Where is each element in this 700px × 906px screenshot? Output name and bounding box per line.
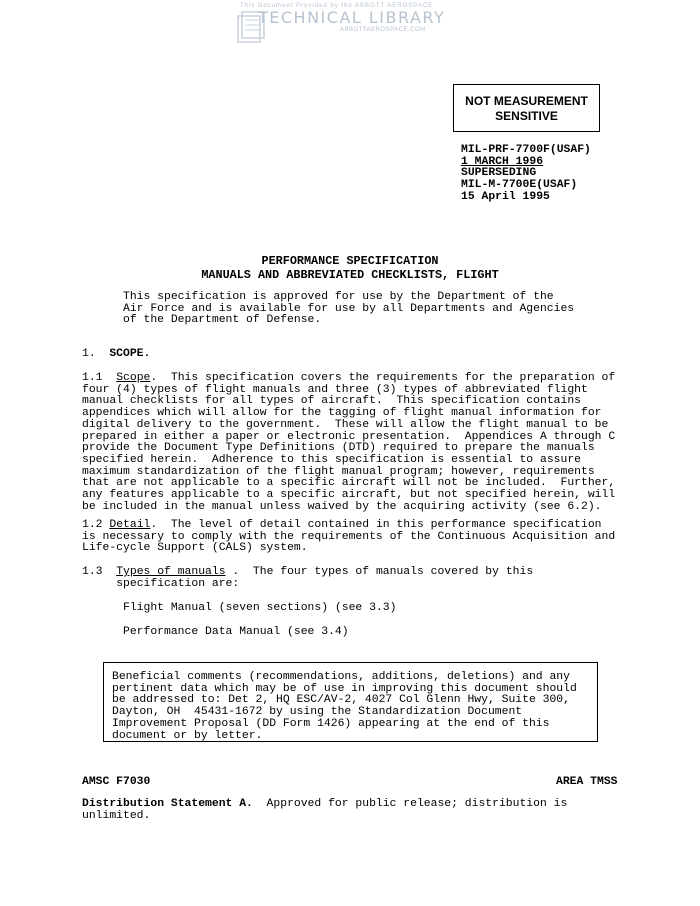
doc-number: MIL-PRF-7700F(USAF) xyxy=(461,144,591,156)
paragraph-text: . The four types of manuals covered by this xyxy=(225,566,534,578)
paragraph-number: 1.2 xyxy=(82,519,103,531)
watermark-library: TECHNICAL LIBRARY xyxy=(258,8,446,27)
approval-line: Air Force and is available for use by all Departments and Agencies xyxy=(123,302,575,315)
distribution-statement xyxy=(82,799,567,822)
paragraph-line: appendices which will allow for the tagging of flight manual information for xyxy=(82,407,602,420)
section-title: SCOPE. xyxy=(109,348,151,360)
paragraph-1-1 xyxy=(82,373,615,513)
paragraph-number: 1.3 xyxy=(82,566,103,578)
list-item: Flight Manual (seven sections) (see 3.3) xyxy=(123,602,397,614)
superseded-date: 15 April 1995 xyxy=(461,190,550,203)
distribution-label: Distribution Statement A. xyxy=(82,798,253,810)
paragraph-text: . The level of detail contained in this performance specification xyxy=(150,519,602,531)
approval-statement xyxy=(123,292,574,327)
page-title xyxy=(0,254,700,282)
comments-line: document or by letter. xyxy=(112,729,263,742)
superseding-label: SUPERSEDING xyxy=(461,167,537,180)
paragraph-1-3 xyxy=(82,567,533,590)
paragraph-line: prepared in either a paper or electronic presentation. Appendices A through C xyxy=(82,430,616,443)
paragraph-line: is necessary to comply with the requirements of the Continuous Acquisition and xyxy=(82,530,616,543)
title-line2: MANUALS AND ABBREVIATED CHECKLISTS, FLIGHT xyxy=(201,268,499,282)
paragraph-heading: Detail xyxy=(109,519,151,531)
paragraph-heading: Scope xyxy=(116,372,151,384)
paragraph-line: be included in the manual unless waived by the acquiring activity (see 6.2). xyxy=(82,500,602,513)
title-line1: PERFORMANCE SPECIFICATION xyxy=(261,254,439,268)
paragraph-line: Life-cycle Support (CALS) system. xyxy=(82,542,308,555)
watermark-url: ABBOTTAEROSPACE.COM xyxy=(340,27,426,33)
comments-line: Dayton, OH 45431-1672 by using the Standardization Document xyxy=(112,706,523,719)
watermark xyxy=(200,2,500,46)
approval-line: of the Department of Defense. xyxy=(123,314,322,327)
paragraph-line: provide the Document Type Definitions (DTD) required to prepare the manuals xyxy=(82,442,595,455)
paragraph-line: that are not applicable to a specific aircraft will not be included. Further, xyxy=(82,477,616,490)
area-code: AREA TMSS xyxy=(556,776,618,788)
paragraph-line: digital delivery to the government. These will allow the flight manual to be xyxy=(82,418,609,431)
distribution-text: Approved for public release; distribution is xyxy=(252,798,568,810)
approval-line: This specification is approved for use by the Department of the xyxy=(123,291,554,303)
paragraph-line: specified herein. Adherence to this specification is essential to assure xyxy=(82,453,581,466)
measurement-notice-line2: SENSITIVE xyxy=(495,109,558,123)
paragraph-line: manual checklists for all types of aircraft. This specification contains xyxy=(82,395,581,408)
paragraph-line: maximum standardization of the flight manual program; however, requirements xyxy=(82,465,595,478)
comments-text xyxy=(112,672,577,742)
section-heading-scope xyxy=(82,349,150,361)
paragraph-text: . This specification covers the requirements for the preparation of xyxy=(150,372,616,384)
paragraph-line: four (4) types of flight manuals and three (3) types of abbreviated flight xyxy=(82,383,588,396)
comments-line: pertinent data which may be of use in improving this document should xyxy=(112,682,577,695)
paragraph-line: specification are: xyxy=(116,577,240,590)
doc-date: 1 MARCH 1996 xyxy=(461,155,544,168)
paragraph-heading: Types of manuals xyxy=(116,566,226,578)
superseded-number: MIL-M-7700E(USAF) xyxy=(461,179,578,192)
section-number: 1. xyxy=(82,348,96,360)
watermark-provided: This Document Provided by the ABBOTT AEROSPACE xyxy=(240,3,434,9)
paragraph-line: any features applicable to a specific aircraft, but not specified herein, will xyxy=(82,489,616,502)
comments-line: Improvement Proposal (DD Form 1426) appearing at the end of this xyxy=(112,717,550,730)
comments-line: be addressed to: Det 2, HQ ESC/AV-2, 4027 Col Glenn Hwy, Suite 300, xyxy=(112,694,570,707)
list-item: Performance Data Manual (see 3.4) xyxy=(123,626,349,638)
measurement-notice-box xyxy=(453,84,600,132)
distribution-line2: unlimited. xyxy=(82,809,151,822)
paragraph-number: 1.1 xyxy=(82,372,103,384)
document-identifiers xyxy=(461,145,591,204)
amsc-number: AMSC F7030 xyxy=(82,776,151,788)
paragraph-1-2 xyxy=(82,520,615,555)
measurement-notice-line1: NOT MEASUREMENT xyxy=(465,94,588,108)
comments-line: Beneficial comments (recommendations, additions, deletions) and any xyxy=(112,671,570,683)
